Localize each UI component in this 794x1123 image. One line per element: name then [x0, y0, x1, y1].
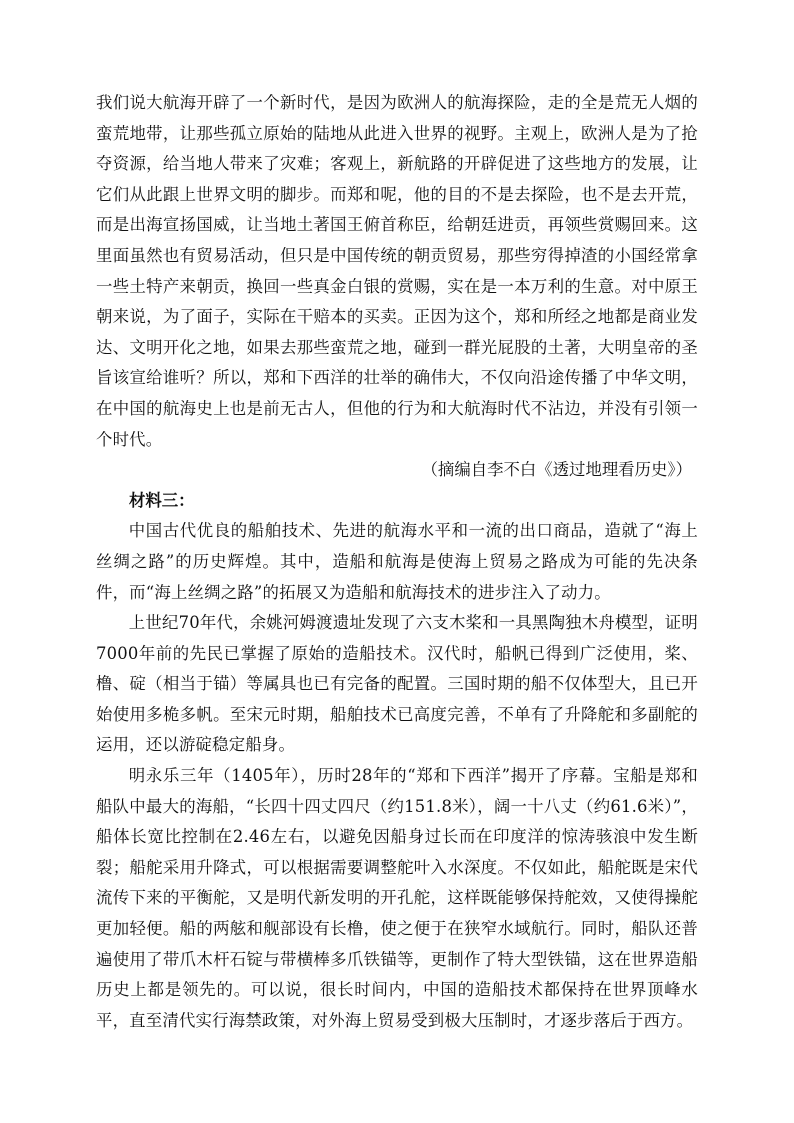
paragraph-1: 我们说大航海开辟了一个新时代，是因为欧洲人的航海探险，走的全是荒无人烟的蛮荒地带，让那些孤立原始的陆地从此进入世界的视野。主观上，欧洲人是为了抢夺资源，给当地人带来了灾难；客观上，新航路的开辟促进了这些地方的发展，让它们从此跟上世界文明的脚步。而郑和呢，他的目的不是去探险，也不是去开荒，而是出海宣扬国威，让当地土著国王俯首称臣，给朝廷进贡，再领些赏赐回来。这里面虽然也有贸易活动，但只是中国传统的朝贡贸易，那些穷得掉渣的小国经常拿一些土特产来朝贡，换回一些真金白银的赏赐，实在是一本万利的生意。对中原王朝来说，为了面子，实际在干赔本的买卖。正因为这个，郑和所经之地都是商业发达、文明开化之地，如果去那些蛮荒之地，碰到一群光屁股的土著，大明皇帝的圣旨该宣给谁听？所以，郑和下西洋的壮举的确伟大，不仅向沿途传播了中华文明，在中国的航海史上也是前无古人，但他的行为和大航海时代不沾边，并没有引领一个时代。 — [96, 93, 698, 449]
paragraph-3: 上世纪70年代，余姚河姆渡遗址发现了六支木桨和一具黑陶独木舟模型，证明7000年前的先民已掌握了原始的造船技术。汉代时，船帆已得到广泛使用，桨、橹、碇（相当于锚）等属具也已有完备的配置。三国时期的船不仅体型大，且已开始使用多桅多帆。至宋元时期，船舶技术已高度完善，不单有了升降舵和多副舵的运用，还以游碇稳定船身。 — [96, 613, 698, 755]
paragraph-2: 中国古代优良的船舶技术、先进的航海水平和一流的出口商品，造就了“海上丝绸之路”的历史辉煌。其中，造船和航海是使海上贸易之路成为可能的先决条件，而“海上丝绸之路”的拓展又为造船和航海技术的进步注入了动力。 — [96, 521, 698, 602]
source-citation: （摘编自李不白《透过地理看历史》） — [421, 460, 692, 480]
section-heading: 材料三： — [129, 490, 195, 510]
paragraph-4: 明永乐三年（1405年），历时28年的“郑和下西洋”揭开了序幕。宝船是郑和船队中最大的海船，“长四十四丈四尺（约151.8米），阔一十八丈（约61.6米）”，船体长宽比控制在2.46左右，以避免因船身过长而在印度洋的惊涛骇浪中发生断裂；船舵采用升降式，可以根据需要调整舵叶入水深度。不仅如此，船舵既是宋代流传下来的平衡舵，又是明代新发明的开孔舵，这样既能够保持舵效，又使得操舵更加轻便。船的两舷和舰部设有长橹，使之便于在狭窄水域航行。同时，船队还普遍使用了带爪木杆石锭与带横棒多爪铁锚等，更制作了特大型铁锚，这在世界造船历史上都是领先的。可以说，很长时间内，中国的造船技术都保持在世界顶峰水平，直至清代实行海禁政策，对外海上贸易受到极大压制时，才逐步落后于西方。 — [96, 766, 698, 1030]
document-page — [96, 88, 698, 1036]
